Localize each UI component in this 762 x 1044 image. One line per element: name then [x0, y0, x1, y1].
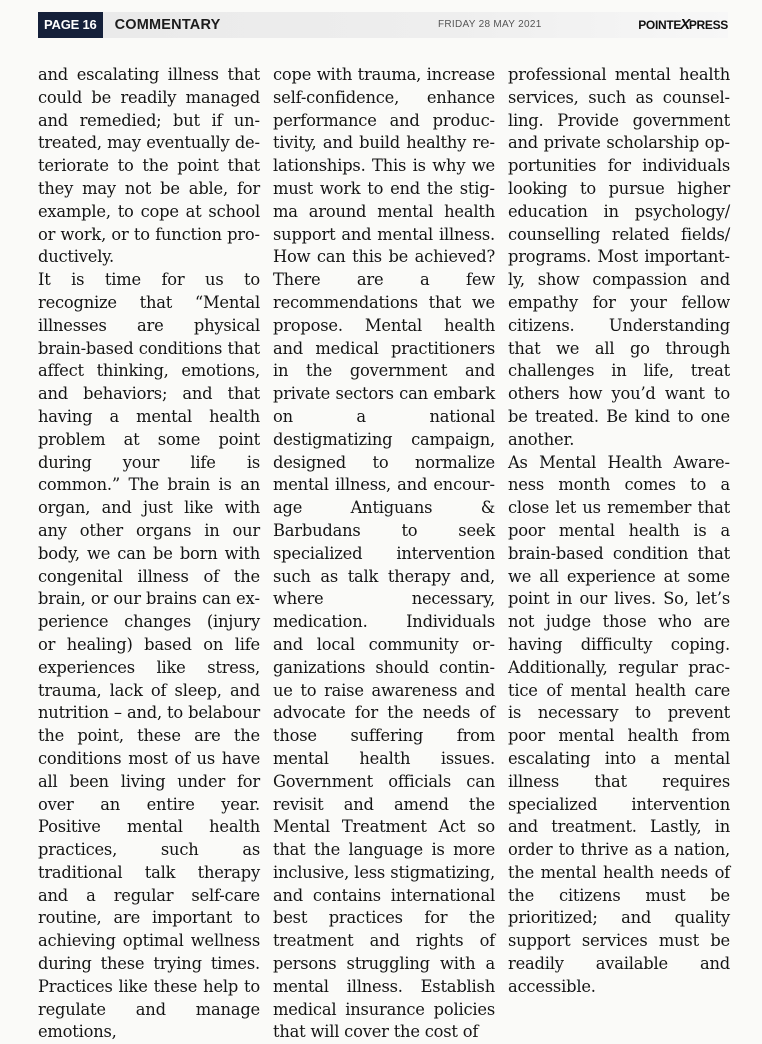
paragraph: professional mental health services, such as counselling. Provide government and private scholarship opportunities for individuals looking to pursue higher education in psychology/ counselling related fields/ programs. Most importantly, show compassion and empathy for your fellow citizens. Understanding that we all go through challenges in life, treat others how you’d want to be treated. Be kind to one another. — [508, 65, 730, 449]
paragraph: It is time for us to recognize that “Mental illnesses are physical brain-based conditions that affect thinking, emotions, and behaviors; and that having a mental health problem at some point during your life is common.” The brain is an organ, and just like with any other organs in our body, we can be born with congenital illness of the brain, or our brains can experience changes (injury or healing) based on life experiences like stress, trauma, lack of sleep, and nutrition – and, to belabour the point, these are the conditions most of us have all been living under for over an entire year. Positive mental health practices, such as traditional talk therapy and a regular self-care routine, are important to achieving optimal wellness during these trying times. Practices like these help to regulate and manage emotions, — [38, 270, 260, 1042]
column-1 — [38, 64, 260, 1042]
page-number-badge: PAGE 16 — [38, 12, 103, 38]
column-3 — [508, 64, 730, 996]
logo-text-pointe: POINTE — [638, 18, 682, 32]
paragraph: cope with trauma, increase self-confidence, enhance performance and productivity, and build healthy relationships. This is why we must work to end the stigma around mental health support and mental illness. How can this be achieved? There are a few recommendations that we propose. Mental health and medical practitioners in the government and private sectors can embark on a national destigmatizing campaign, designed to normalize mental illness, and encourage Antiguans & Barbudans to seek specialized intervention such as talk therapy and, where necessary, medication. Individuals and local community organizations should continue to raise awareness and advocate for the needs of those suffering from mental health issues. Government officials can revisit and amend the Mental Treatment Act so that the language is more inclusive, less stigmatizing, and contains international best practices for the treatment and rights of persons struggling with a mental illness. Establish medical insurance policies that will cover the cost of — [273, 65, 495, 1042]
issue-date: FRIDAY 28 MAY 2021 — [438, 19, 542, 30]
article-body — [38, 64, 730, 1042]
section-title: COMMENTARY — [114, 17, 221, 33]
paragraph: and escalating illness that could be readily managed and remedied; but if untreated, may eventually deteriorate to the point that they may not be able, for example, to cope at school or work, or to function productively. — [38, 65, 260, 267]
logo-text-press: PRESS — [688, 18, 728, 32]
paragraph: As Mental Health Awareness month comes to a close let us remember that poor mental health is a brain-based condition that we all experience at some point in our lives. So, let’s not judge those who are having difficulty coping. Additionally, regular practice of mental health care is necessary to prevent poor mental health from escalating into a mental illness that requires specialized intervention and treatment. Lastly, in order to thrive as a nation, the mental health needs of the citizens must be prioritized; and quality support services must be readily available and accessible. — [508, 452, 730, 996]
column-2 — [273, 64, 495, 1042]
page-header — [38, 12, 728, 38]
logo-x-mark: X — [680, 16, 690, 33]
publication-logo — [638, 12, 728, 38]
